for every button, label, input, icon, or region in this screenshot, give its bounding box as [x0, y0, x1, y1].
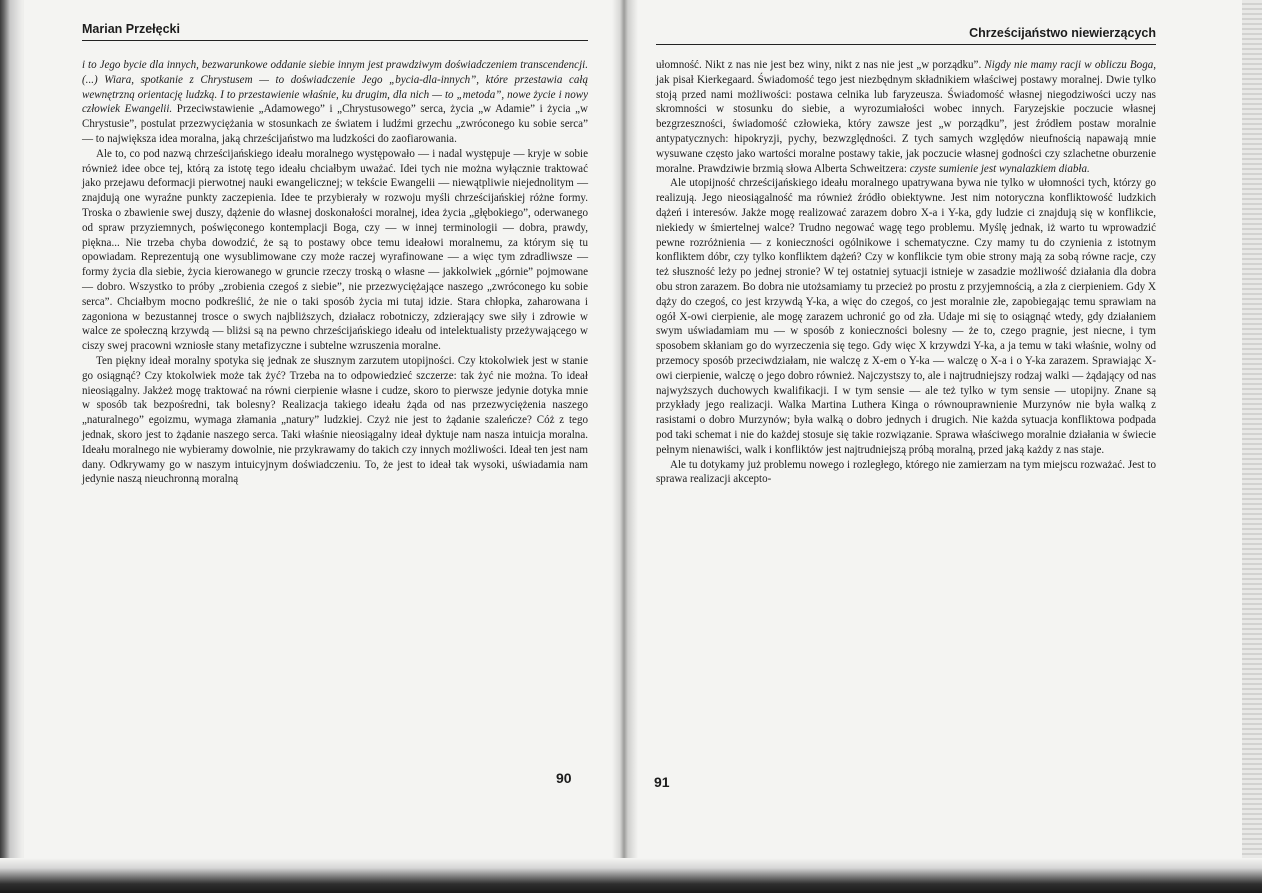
text-segment: Ale to, co pod nazwą chrześcijańskiego ideału moralnego występowało — i nadal występuje — kryje w sobie również idee obce tej, którą za istotę tego ideału chciałbym uważać. Idei tych nie można wyłącznie traktować jako przejawu deformacji pierwotnej nauki ewangelicznej; w tekście Ewangelii — niewątpliwie niejednolitym — znajdują one wyraźne punkty zaczepienia. Idee te przybierały w rozwoju myśli chrześcijańskiej różne formy. Troska o zbawienie swej duszy, dążenie do własnej doskonałości moralnej, idea życia „głębokiego”, oderwanego od spraw przyziemnych, poświęconego kontemplacji Boga, czy — w innej terminologii — dobra, prawdy, piękna... Nie trzeba chyba dowodzić, że są to postawy obce temu ideałowi moralnemu, za którym się tu opowiadam. Reprezentują one wysublimowane czy może raczej wyrafinowane — a więc tym zdradliwsze — formy życia dla siebie, życia kierowanego w gruncie rzeczy troską o własne — jakkolwiek „górnie” pojmowane — dobro. Wszystko to próby „zrobienia czegoś z siebie”, nie przezwyciężające naszego „zwróconego ku sobie serca”. Chciałbym mocno podkreślić, że nie o taki sposób życia mi tutaj idzie. Stara chłopka, zaharowana i zagoniona w bezustannej trosce o swych najbliższych, działacz robotniczy, zdzierający swe siły i zdrowie w walce ze społeczną krzywdą — bliżsi są na pewno chrześcijańskiego ideału od intelektualisty przeżywającego w ciszy swej pracowni wzniosłe stany metafizyczne i subtelne wzruszenia moralne. [82, 147, 588, 353]
text-segment: Ale tu dotykamy już problemu nowego i rozległego, którego nie zamierzam na tym miejscu rozważać. Jest to sprawa realizacji akcepto- [656, 458, 1156, 486]
book-gutter [612, 0, 638, 893]
right-page [656, 18, 1156, 487]
italic-text-segment: Nigdy nie mamy racji w obliczu Boga, [984, 59, 1156, 71]
left-page-body-text [82, 58, 588, 487]
left-page [82, 18, 588, 487]
right-page-body-text [656, 58, 1156, 487]
paragraph [656, 58, 1156, 176]
right-page-running-header: Chrześcijaństwo niewierzących [656, 18, 1156, 45]
paragraph [82, 58, 588, 147]
text-segment: Ale utopijność chrześcijańskiego ideału moralnego upatrywana bywa nie tylko w ułomności tych, którzy go realizują. Jego nieosiągalność ma również źródło obiektywne. Jest nim notoryczna konfliktowość ludzkich dążeń i interesów. Jakże mogę realizować zarazem dobro X-a i Y-ka, gdy ludzie ci znajdują się w konflikcie, niekiedy w śmiertelnej walce? Trudno negować wagę tego problemu. Myślę jednak, iż warto tu wprowadzić pewne rozróżnienia — z konieczności ogólnikowe i schematyczne. Czy mamy tu do czynienia z istotnym konfliktem dóbr, czy tylko konfliktem dążeń? Czy w konflikcie tym obie strony mają za sobą równe racje, czy też słuszność leży po jednej stronie? W tej ostatniej sytuacji istnieje w zasadzie możliwość działania dla dobra obu stron zarazem. Bo dobra nie utożsamiamy tu przecież po prostu z przyjemnością, a zła z cierpieniem. Gdy X dąży do czegoś, co jest krzywdą Y-ka, a więc do czegoś, co jest moralnie złe, zapobiegając temu sprawiam na ogół X-owi cierpienie, ale mogę zarazem uchronić go od zła. Udaje mi się to osiągnąć wtedy, gdy działaniem swym uświadamiam mu — w sposób z konieczności bolesny — że to, czego pragnie, jest niecne, i tym sposobem skłaniam go do wyrzeczenia się tego. Gdy więc X krzywdzi Y-ka, a ja temu w taki właśnie, wolny od przemocy sposób przeciwdziałam, nie walczę z X-em o Y-ka — walczę o X-a i o Y-ka zarazem. Sprawiając X-owi cierpienie, walczę o jego dobro również. Najczystszy to, ale i najtrudniejszy rodzaj walki — żądający od nas najwyższych duchowych kwalifikacji. I w tym sensie — ale też tylko w tym sensie — utopijny. Znane są przykłady jego realizacji. Walka Martina Luthera Kinga o równouprawnienie Murzynów nie była walką z rasistami o dobro Murzynów; była walką o dobro jednych i drugich. Nie każda sytuacja konfliktowa podpada pod taki schemat i nie do każdej stosuje się takie rozwiązanie. Sprawa właściwego moralnie działania w świecie pełnym nienawiści, walk i konfliktów jest najtrudniejszą próbą moralną, przed jaką każdy z nas staje. [656, 177, 1156, 456]
scan-edge-left [0, 0, 24, 893]
text-segment: jak pisał Kierkegaard. Świadomość tego jest niezbędnym składnikiem właściwej postawy moralnej. Dwie tylko stoją przed nami możliwości: postawa celnika lub faryzeusza. Świadomość własnej niegodziwości uczy nas skromności w stosunku do siebie, a wyrozumiałości wobec innych. Faryzejskie poczucie własnej bezgrzeszności, świadomość człowieka, który zawsze jest „w porządku”, jest źródłem postaw moralnie antypatycznych: hipokryzji, pychy, bezwzględności. Z tych samych względów nieufnością napawają mnie wysuwane często jako wartości moralne postawy takie, jak poczucie własnej godności czy szlachetne oburzenie moralne. Prawdziwie brzmią słowa Alberta Schweitzera: [656, 73, 1156, 175]
italic-text-segment: i to Jego bycie dla innych, bezwarunkowe oddanie siebie innym jest prawdziwym doświadczeniem transcendencji. (...) Wiara, spotkanie z Chrystusem — to doświadczenie Jego „bycia-dla-innych”, które przestawia całą wewnętrzną orientację ludzką. I to przestawienie właśnie, ku drugim, dla nich — to „metoda”, nowe życie i nowy człowiek Ewangelii. [82, 59, 588, 116]
paragraph [82, 147, 588, 354]
text-segment: Przeciwstawienie „Adamowego” i „Chrystusowego” serca, życia „w Adamie” i życia „w Chrystusie”, postulat przezwyciężania w stosunkach ze światem i ludźmi grzechu „zwróconego ku sobie serca” — to największa idea moralna, jaką chrześcijaństwo ma ludzkości do zaofiarowania. [82, 103, 589, 145]
scan-edge-bottom [0, 858, 1262, 893]
left-page-number: 90 [556, 770, 572, 786]
italic-text-segment: czyste sumienie jest wynalazkiem diabła. [909, 162, 1090, 175]
left-page-running-header: Marian Przełęcki [82, 18, 588, 41]
paragraph [656, 176, 1156, 457]
paragraph [656, 458, 1156, 488]
right-page-number: 91 [654, 774, 670, 790]
text-segment: Ten piękny ideał moralny spotyka się jednak ze słusznym zarzutem utopijności. Czy ktokolwiek jest w stanie go osiągnąć? Czy ktokolwiek może tak żyć? Trzeba na to odpowiedzieć szczerze: tak żyć nie można. To ideał nieosiągalny. Jakżeż mogę traktować na równi cierpienie własne i cudze, skoro to pierwsze jedynie dotyka mnie w sposób tak bezpośredni, tak bolesny? Realizacja takiego ideału żąda od nas przezwyciężenia naszego „naturalnego” egoizmu, wymaga złamania „natury” ludzkiej. Czyż nie jest to żądanie szaleńcze? Cóż z tego jednak, skoro jest to żądanie naszego serca. Taki właśnie nieosiągalny ideał dyktuje nam nasza intuicja moralna. Ideału moralnego nie wybieramy dowolnie, nie przykrawamy do takich czy innych możliwości. Ideał ten jest nam dany. Odkrywamy go w naszym intuicyjnym doświadczeniu. To, że jest to ideał tak wysoki, uświadamia nam jedynie naszą nieuchronną moralną [82, 354, 588, 486]
scan-edge-right [1242, 0, 1262, 893]
text-segment: ułomność. Nikt z nas nie jest bez winy, nikt z nas nie jest „w porządku”. [656, 59, 985, 71]
paragraph [82, 354, 588, 487]
